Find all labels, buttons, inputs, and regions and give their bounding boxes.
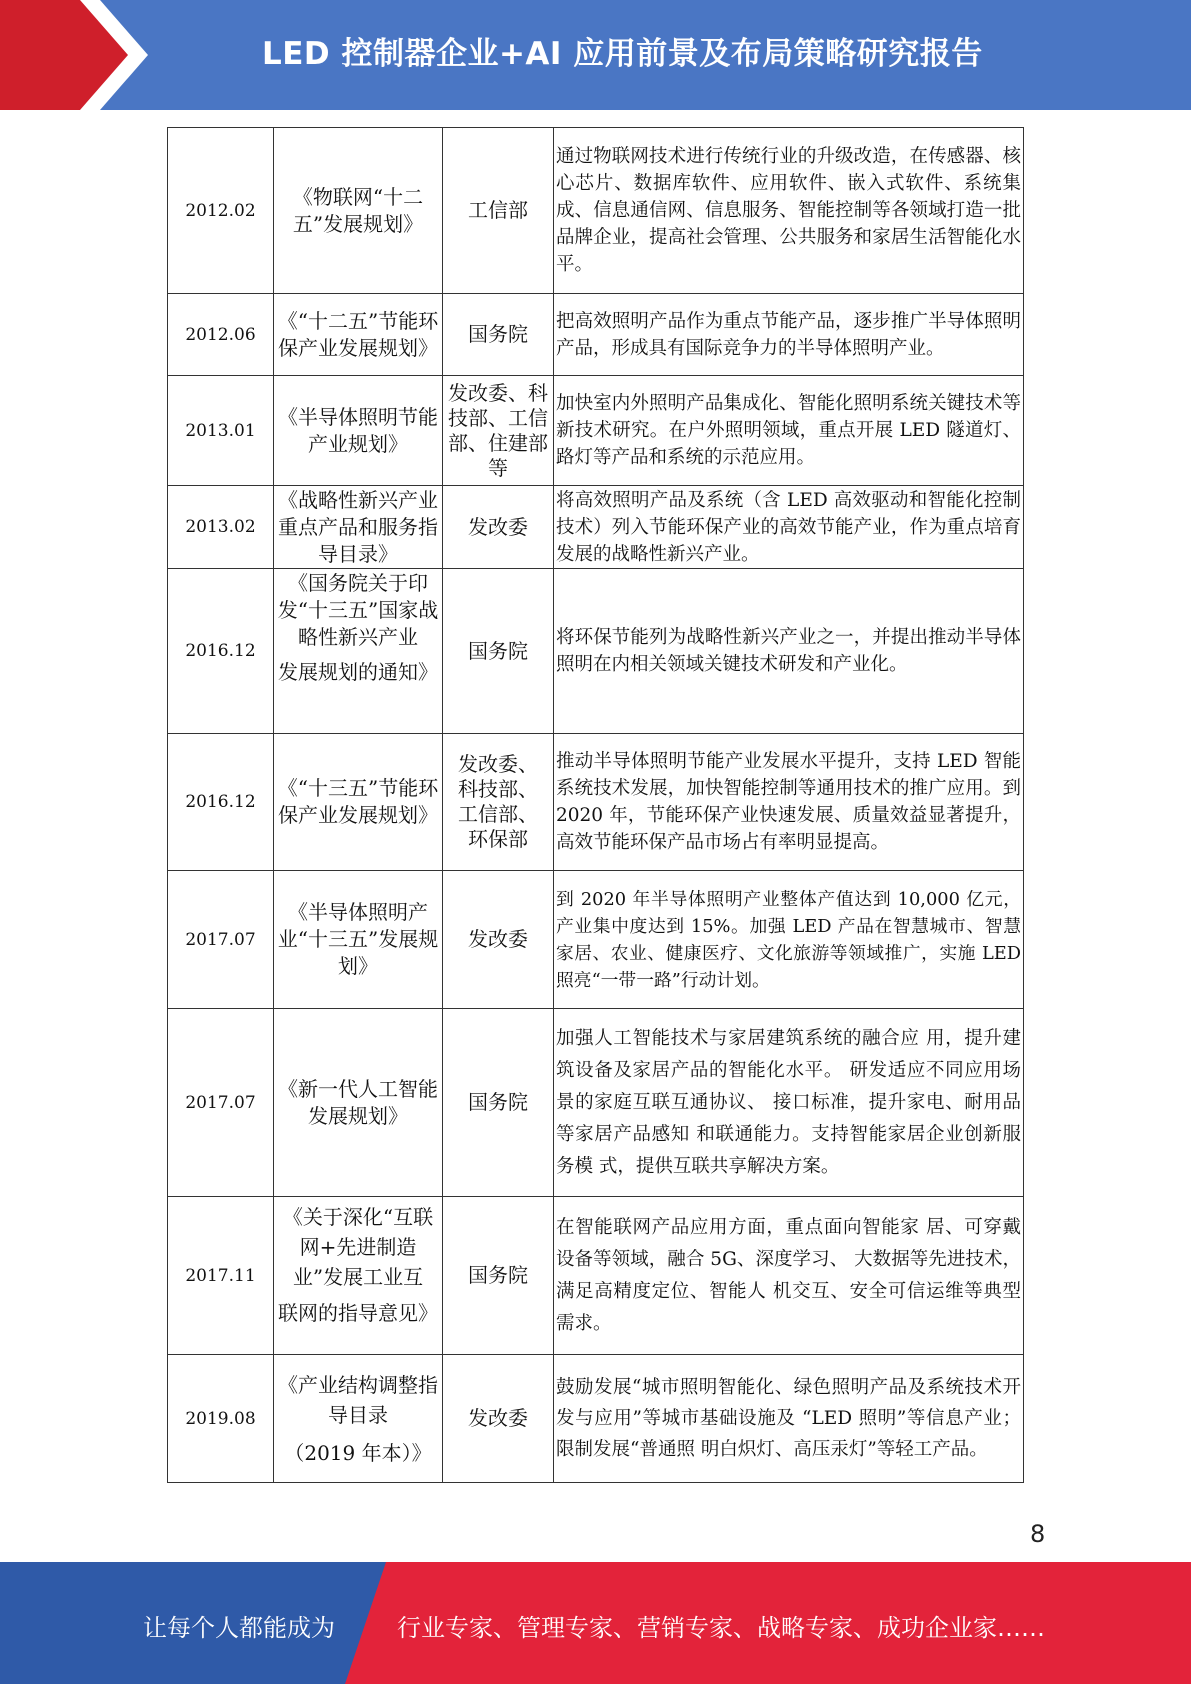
table-row — [168, 734, 1024, 871]
row-policy-name-cell — [274, 569, 443, 734]
row-department: 发改委 — [443, 871, 554, 1009]
row-content: 通过物联网技术进行传统行业的升级改造，在传感器、核心芯片、数据库软件、应用软件、嵌入式软件、系统集成、信息通信网、信息服务、智能控制等各领域打造一批品牌企业，提高社会管理、公共服务和家居生活智能化水 平。 — [554, 128, 1024, 294]
row-content: 将环保节能列为战略性新兴产业之一，并提出推动半导体照明在内相关领域关键技术研发和产业化。 — [554, 569, 1024, 734]
row-policy-name-cell — [274, 1197, 443, 1355]
row-content: 鼓励发展“城市照明智能化、绿色照明产品及系统技术开发与应用”等城市基础设施及 “LED 照明”等信息产业；限制发展“普通照 明白炽灯、高压汞灯”等轻工产品。 — [554, 1355, 1024, 1483]
row-policy-name-cont: 发展规划的通知》 — [278, 660, 438, 684]
row-department: 国务院 — [443, 1197, 554, 1355]
row-policy-name: 《物联网“十二五”发展规划》 — [274, 128, 443, 294]
row-department: 国务院 — [443, 294, 554, 376]
row-policy-name: 《产业结构调整指导目录 — [278, 1373, 438, 1427]
row-policy-name: 《半导体照明节能产业规划》 — [274, 376, 443, 486]
row-date: 2013.02 — [168, 486, 274, 569]
footer-slogan-right: 行业专家、管理专家、营销专家、战略专家、成功企业家…… — [397, 1614, 1045, 1642]
policy-table — [167, 127, 1024, 1483]
table-row — [168, 871, 1024, 1009]
row-department: 工信部 — [443, 128, 554, 294]
page-header — [0, 0, 1191, 110]
row-department: 发改委、科技部、工信部、住建部等 — [443, 376, 554, 486]
row-date: 2017.11 — [168, 1197, 274, 1355]
row-date: 2016.12 — [168, 569, 274, 734]
table-row — [168, 294, 1024, 376]
row-content: 加快室内外照明产品集成化、智能化照明系统关键技术等新技术研究。在户外照明领域，重点开展 LED 隧道灯、路灯等产品和系统的示范应用。 — [554, 376, 1024, 486]
row-content: 推动半导体照明节能产业发展水平提升，支持 LED 智能系统技术发展，加快智能控制等通用技术的推广应用。到 2020 年，节能环保产业快速发展、质量效益显著提升，高效节能环保产品市场占有率明显提高。 — [554, 734, 1024, 871]
row-content: 把高效照明产品作为重点节能产品，逐步推广半导体照明产品，形成具有国际竞争力的半导体照明产业。 — [554, 294, 1024, 376]
row-policy-name-cell — [274, 486, 443, 569]
row-department: 发改委 — [443, 1355, 554, 1483]
row-content: 加强人工智能技术与家居建筑系统的融合应 用，提升建筑设备及家居产品的智能化水平。 研发适应不同应用场景的家庭互联互通协议、 接口标准，提升家电、耐用品等家居产品感知 和联通能力。支持智能家居企业创新服务模 式，提供互联共享解决方案。 — [554, 1009, 1024, 1197]
row-date: 2012.02 — [168, 128, 274, 294]
row-content: 在智能联网产品应用方面，重点面向智能家 居、可穿戴设备等领域，融合 5G、深度学习、 大数据等先进技术，满足高精度定位、智能人 机交互、安全可信运维等典型需求。 — [554, 1197, 1024, 1355]
table-row — [168, 376, 1024, 486]
row-content: 到 2020 年半导体照明产业整体产值达到 10,000 亿元，产业集中度达到 15%。加强 LED 产品在智慧城市、智慧家居、农业、健康医疗、文化旅游等领域推广，实施 LED 照亮“一带一路”行动计划。 — [554, 871, 1024, 1009]
footer-slogan-left: 让每个人都能成为 — [143, 1614, 335, 1642]
row-date: 2013.01 — [168, 376, 274, 486]
table-row — [168, 486, 1024, 569]
row-policy-name: 《“十三五”节能环保产业发展规划》 — [274, 734, 443, 871]
row-policy-name: 《半导体照明产业“十三五”发展规划》 — [274, 871, 443, 1009]
row-department: 发改委、科技部、工信部、环保部 — [443, 734, 554, 871]
row-department: 发改委 — [443, 486, 554, 569]
header-arrow-icon — [0, 0, 170, 110]
table-row — [168, 1009, 1024, 1197]
table-row — [168, 569, 1024, 734]
row-date: 2017.07 — [168, 871, 274, 1009]
row-policy-name: 《国务院关于印发“十三五”国家战略性新兴产业 — [277, 571, 439, 649]
row-policy-name: 《新一代人工智能发展规划》 — [274, 1009, 443, 1197]
row-policy-name: 《战略性新兴产业重点产品和服务指导目录》 — [278, 488, 438, 566]
row-policy-name-cont: （2019 年本）》 — [284, 1441, 432, 1465]
row-department: 国务院 — [443, 1009, 554, 1197]
table-row — [168, 1355, 1024, 1483]
table-row — [168, 128, 1024, 294]
table-row — [168, 1197, 1024, 1355]
row-content: 将高效照明产品及系统（含 LED 高效驱动和智能化控制技术）列入节能环保产业的高效节能产业，作为重点培育发展的战略性新兴产业。 — [554, 486, 1024, 569]
row-date: 2017.07 — [168, 1009, 274, 1197]
row-department: 国务院 — [443, 569, 554, 734]
row-policy-name-cont: 联网的指导意见》 — [278, 1301, 438, 1325]
row-policy-name-cell — [274, 1355, 443, 1483]
report-title: LED 控制器企业+AI 应用前景及布局策略研究报告 — [262, 36, 983, 72]
page-number: 8 — [1030, 1520, 1046, 1548]
row-date: 2016.12 — [168, 734, 274, 871]
row-policy-name: 《关于深化“互联网+先进制造业”发展工业互 — [282, 1205, 434, 1289]
row-date: 2019.08 — [168, 1355, 274, 1483]
row-policy-name: 《“十二五”节能环保产业发展规划》 — [274, 294, 443, 376]
page-footer — [0, 1562, 1191, 1684]
row-date: 2012.06 — [168, 294, 274, 376]
